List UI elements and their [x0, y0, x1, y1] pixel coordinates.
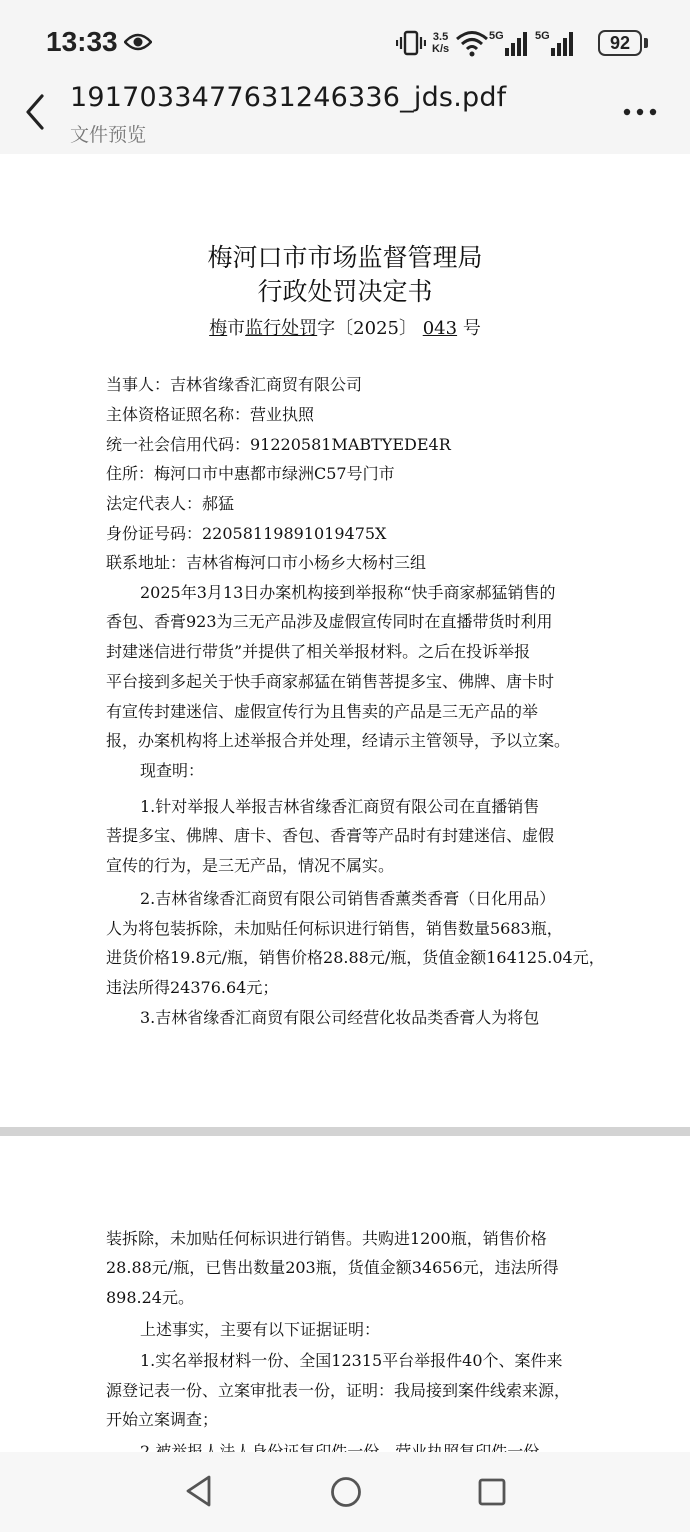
body-line: 1.针对举报人举报吉林省缘香汇商贸有限公司在直播销售	[140, 797, 540, 816]
file-subtitle: 文件预览	[70, 124, 147, 146]
back-arrow-icon[interactable]	[18, 90, 54, 134]
body-line: 上述事实，主要有以下证据证明：	[140, 1320, 381, 1339]
body-line: 宣传的行为，是三无产品，情况不属实。	[106, 856, 395, 875]
page-separator	[0, 1127, 690, 1136]
signal2-label: 5G	[535, 30, 550, 42]
app-header	[0, 80, 690, 154]
battery-level: 92	[609, 33, 631, 53]
doc-title-line1: 梅河口市市场监督管理局	[207, 243, 483, 272]
signal-icon-2	[533, 28, 579, 58]
party-line: 当事人：吉林省缘香汇商贸有限公司	[106, 375, 363, 394]
body-line: 装拆除，未加贴任何标识进行销售。共购进1200瓶，销售价格	[106, 1229, 547, 1248]
body-line: 平台接到多起关于快手商家郝猛在销售菩提多宝、佛牌、唐卡时	[106, 672, 555, 691]
battery-tip	[644, 38, 648, 48]
file-title: 1917033477631246336_jds.pdf	[70, 82, 507, 113]
status-icons	[396, 26, 579, 60]
body-line: 2.吉林省缘香汇商贸有限公司销售香薰类香膏（日化用品）	[140, 889, 556, 908]
legal-rep-line: 法定代表人：郝猛	[106, 494, 235, 513]
body-line: 2025年3月13日办案机构接到举报称“快手商家郝猛销售的	[140, 583, 556, 602]
body-line: 开始立案调查；	[106, 1410, 219, 1429]
signal-icon	[489, 28, 533, 58]
body-line: 有宣传封建迷信、虚假宣传行为且售卖的产品是三无产品的举	[106, 702, 539, 721]
body-line: 898.24元。	[106, 1288, 194, 1307]
net-speed: 3.5 K/s	[432, 31, 450, 55]
nav-home-icon[interactable]	[330, 1476, 362, 1508]
eye-icon	[124, 32, 152, 52]
address-line: 住所：梅河口市中惠都市绿洲C57号门市	[106, 464, 395, 483]
body-line: 1.实名举报材料一份、全国12315平台举报件40个、案件来	[140, 1351, 563, 1370]
contact-address-line: 联系地址：吉林省梅河口市小杨乡大杨村三组	[106, 553, 427, 572]
battery-icon	[598, 30, 642, 56]
more-options-icon[interactable]	[620, 102, 660, 122]
nav-recent-apps-icon[interactable]	[478, 1478, 506, 1506]
id-number-line: 身份证号码：220581198910194​75X	[106, 524, 387, 543]
license-name-line: 主体资格证照名称：营业执照	[106, 405, 315, 424]
doc-number: 梅市监行处罚字〔2025〕 043 号	[209, 318, 481, 339]
body-line: 香包、香膏923为三无产品涉及虚假宣传同时在直播带货时利用	[106, 612, 553, 631]
status-time: 13:33	[46, 26, 118, 57]
body-line: 菩提多宝、佛牌、唐卡、香包、香膏等产品时有封建迷信、虚假	[106, 826, 555, 845]
pdf-viewer[interactable]	[0, 154, 690, 1452]
body-line: 违法所得24376.64元；	[106, 978, 279, 997]
vibrate-icon	[396, 29, 426, 57]
nav-back-icon[interactable]	[184, 1474, 214, 1508]
wifi-icon	[455, 29, 489, 57]
body-line: 28.88元/瓶，已售出数量203瓶，货值金额34656元，违法所得	[106, 1258, 559, 1277]
body-line: 进货价格19.8元/瓶，销售价格28.88元/瓶，货值金额164125.04元，	[106, 948, 605, 967]
body-line: 报，办案机构将上述举报合并处理，经请示主管领导，予以立案。	[106, 731, 571, 750]
status-bar	[0, 0, 690, 80]
signal1-label: 5G	[489, 30, 504, 42]
navigation-bar	[0, 1452, 690, 1532]
body-line: 人为将包装拆除，未加贴任何标识进行销售，销售数量5683瓶，	[106, 919, 563, 938]
body-line: 3.吉林省缘香汇商贸有限公司经营化妆品类香膏人为将包	[140, 1008, 540, 1027]
credit-code-line: 统一社会信用代码：91220581MABTYEDE4R	[106, 435, 451, 454]
body-line: 现查明：	[140, 761, 205, 780]
body-line: 源登记表一份、立案审批表一份，证明：我局接到案件线索来源，	[106, 1381, 571, 1400]
doc-title-line2: 行政处罚决定书	[257, 277, 433, 306]
body-line: 封建迷信进行带货”并提供了相关举报材料。之后在投诉举报	[106, 642, 531, 661]
